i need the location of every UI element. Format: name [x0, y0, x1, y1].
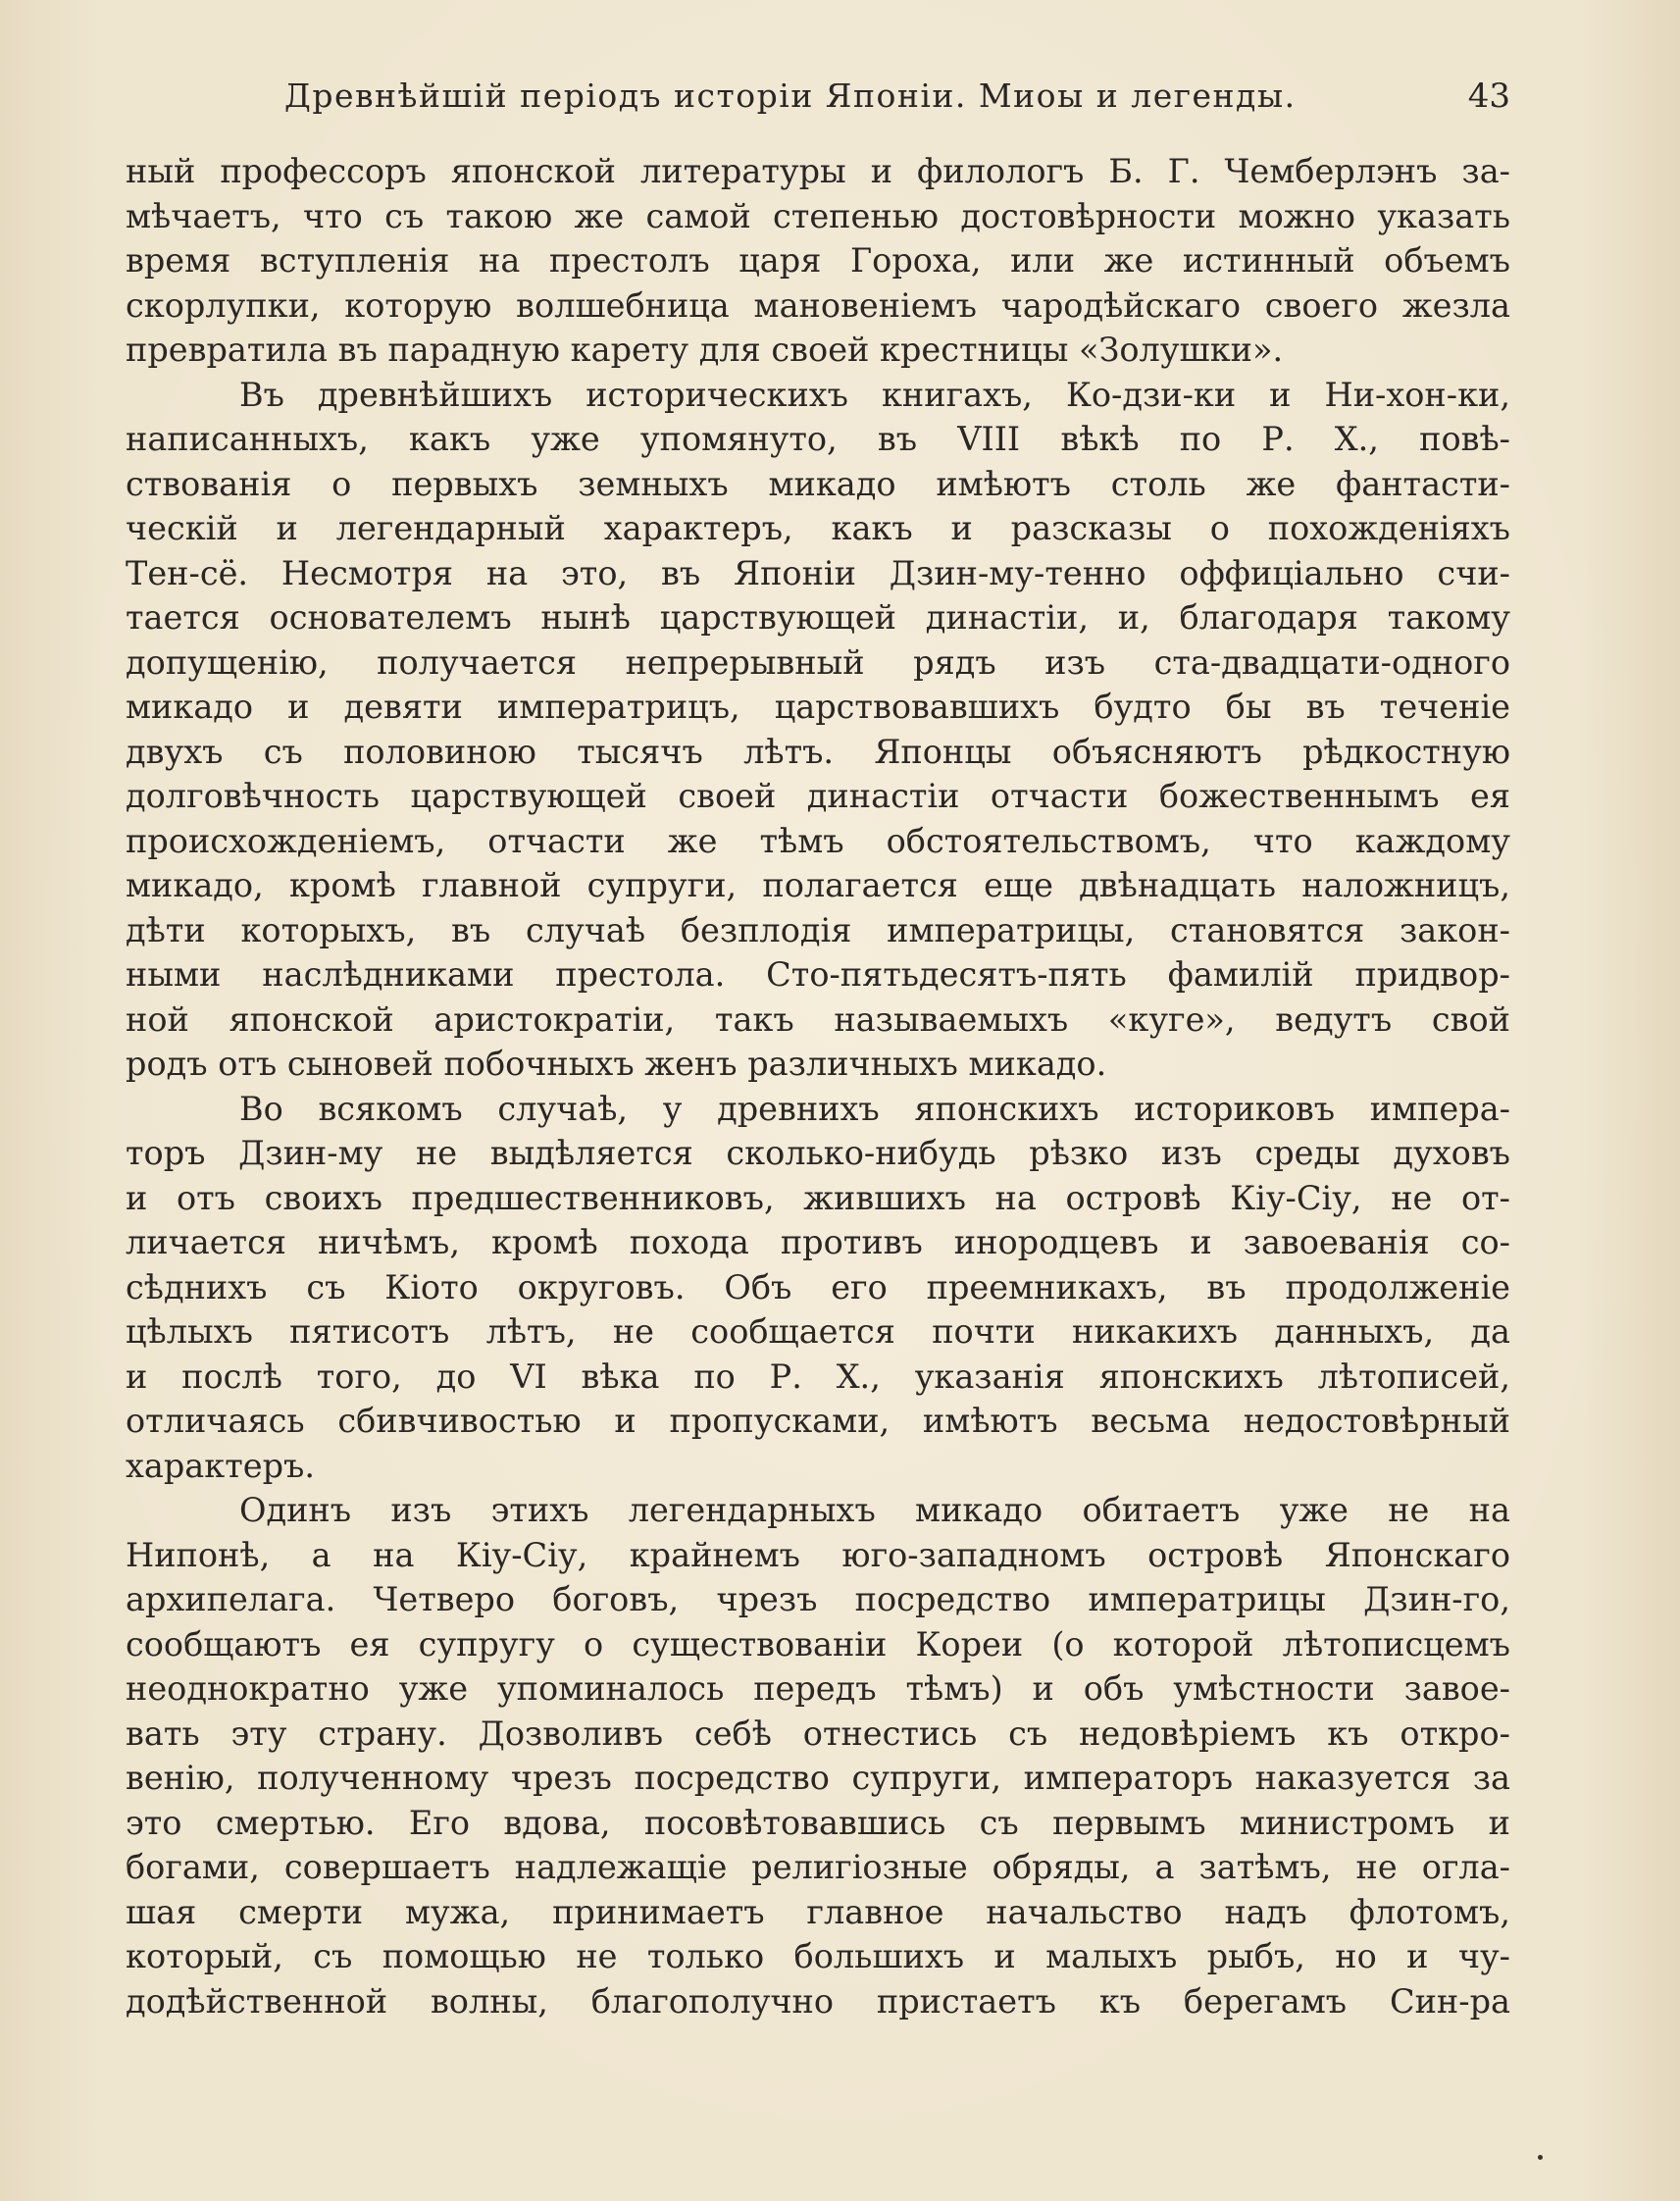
page-number: 43	[1467, 77, 1510, 116]
text-line: Тен-сё. Несмотря на это, въ Японіи Дзин-му-тенно оффиціально счи-	[126, 553, 1510, 592]
text-line: сообщаютъ ея супругу о существованіи Кореи (о которой лѣтописцемъ	[126, 1624, 1510, 1664]
text-line: микадо, кромѣ главной супруги, полагается еще двѣнадцать наложницъ,	[126, 866, 1510, 904]
text-line: допущенію, получается непрерывный рядъ изъ ста-двадцати-одного	[126, 642, 1510, 682]
body-text	[126, 149, 1510, 2023]
page-header	[126, 77, 1510, 126]
text-line: превратила въ парадную карету для своей крестницы «Золушки».	[126, 331, 1284, 369]
text-line: ствованія о первыхъ земныхъ микадо имѣютъ столь же фантасти-	[126, 464, 1510, 503]
text-line: ными наслѣдниками престола. Сто-пятьдесятъ-пять фамилій придвор-	[126, 955, 1510, 994]
text-line: и отъ своихъ предшественниковъ, жившихъ на островѣ Кіу-Сіу, не от-	[126, 1178, 1510, 1217]
running-title: Древнѣйшій періодъ исторіи Японіи. Миоы и легенды.	[284, 77, 1297, 115]
text-line: вать эту страну. Дозволивъ себѣ отнестись съ недовѣріемъ къ откро-	[126, 1714, 1510, 1753]
text-line: богами, совершаетъ надлежащіе религіозные обряды, а затѣмъ, не огла-	[126, 1848, 1510, 1886]
text-line: личается ничѣмъ, кромѣ похода противъ инородцевъ и завоеванія со-	[126, 1223, 1510, 1261]
text-line: происхожденіемъ, отчасти же тѣмъ обстоятельствомъ, что каждому	[126, 821, 1510, 860]
text-line: время вступленія на престолъ царя Гороха, или же истинный объемъ	[126, 241, 1510, 280]
text-line: двухъ съ половиною тысячъ лѣтъ. Японцы объясняютъ рѣдкостную	[126, 732, 1510, 771]
text-line: тается основателемъ нынѣ царствующей династіи, и, благодаря такому	[126, 598, 1510, 637]
text-line: и послѣ того, до VI вѣка по Р. Х., указанія японскихъ лѣтописей,	[126, 1356, 1510, 1396]
text-line: дѣти которыхъ, въ случаѣ безплодія императрицы, становятся закон-	[126, 910, 1510, 949]
text-line: ческій и легендарный характеръ, какъ и разсказы о похожденіяхъ	[126, 509, 1510, 547]
text-line: ной японской аристократіи, такъ называемыхъ «куге», ведутъ свой	[126, 999, 1510, 1039]
text-line: додѣйственной волны, благополучно пристаетъ къ берегамъ Син-ра	[126, 1981, 1510, 2021]
text-line: скорлупки, которую волшебница мановеніемъ чародѣйскаго своего жезла	[126, 285, 1510, 325]
text-line: неоднократно уже упоминалось передъ тѣмъ) и объ умѣстности завое-	[126, 1669, 1510, 1708]
paragraph-first-line: Въ древнѣйшихъ историческихъ книгахъ, Ко-дзи-ки и Ни-хон-ки,	[239, 375, 1510, 414]
paragraph-first-line: Одинъ изъ этихъ легендарныхъ микадо обитаетъ уже не на	[239, 1491, 1510, 1529]
paragraph-first-line: Во всякомъ случаѣ, у древнихъ японскихъ историковъ импера-	[239, 1089, 1510, 1128]
text-line: торъ Дзин-му не выдѣляется сколько-нибудь рѣзко изъ среды духовъ	[126, 1134, 1510, 1172]
text-line: архипелага. Четверо боговъ, чрезъ посредство императрицы Дзин-го,	[126, 1580, 1510, 1618]
text-line: написанныхъ, какъ уже упомянуто, въ VIII вѣкѣ по Р. Х., повѣ-	[126, 420, 1510, 458]
text-line: Нипонѣ, а на Кіу-Сіу, крайнемъ юго-западномъ островѣ Японскаго	[126, 1535, 1510, 1574]
ink-speck	[1538, 2155, 1543, 2160]
text-line: родъ отъ сыновей побочныхъ женъ различныхъ микадо.	[126, 1045, 1107, 1083]
text-line: характеръ.	[126, 1446, 315, 1485]
text-line: это смертью. Его вдова, посовѣтовавшись съ первымъ министромъ и	[126, 1803, 1510, 1842]
text-line: который, съ помощью не только большихъ и малыхъ рыбъ, но и чу-	[126, 1937, 1510, 1975]
text-line: венію, полученному чрезъ посредство супруги, императоръ наказуется за	[126, 1759, 1510, 1797]
text-line: мѣчаетъ, что съ такою же самой степенью достовѣрности можно указать	[126, 196, 1510, 235]
text-line: сѣднихъ съ Кіото округовъ. Объ его преемникахъ, въ продолженіе	[126, 1267, 1510, 1306]
text-line: микадо и девяти императрицъ, царствовавшихъ будто бы въ теченіе	[126, 688, 1510, 726]
text-line: ный профессоръ японской литературы и филологъ Б. Г. Чемберлэнъ за-	[126, 152, 1510, 190]
text-line: долговѣчность царствующей своей династіи отчасти божественнымъ ея	[126, 777, 1510, 815]
text-line: отличаясь сбивчивостью и пропусками, имѣютъ весьма недостовѣрный	[126, 1402, 1510, 1440]
text-line: шая смерти мужа, принимаетъ главное начальство надъ флотомъ,	[126, 1892, 1510, 1931]
text-line: цѣлыхъ пятисотъ лѣтъ, не сообщается почти никакихъ данныхъ, да	[126, 1312, 1510, 1351]
